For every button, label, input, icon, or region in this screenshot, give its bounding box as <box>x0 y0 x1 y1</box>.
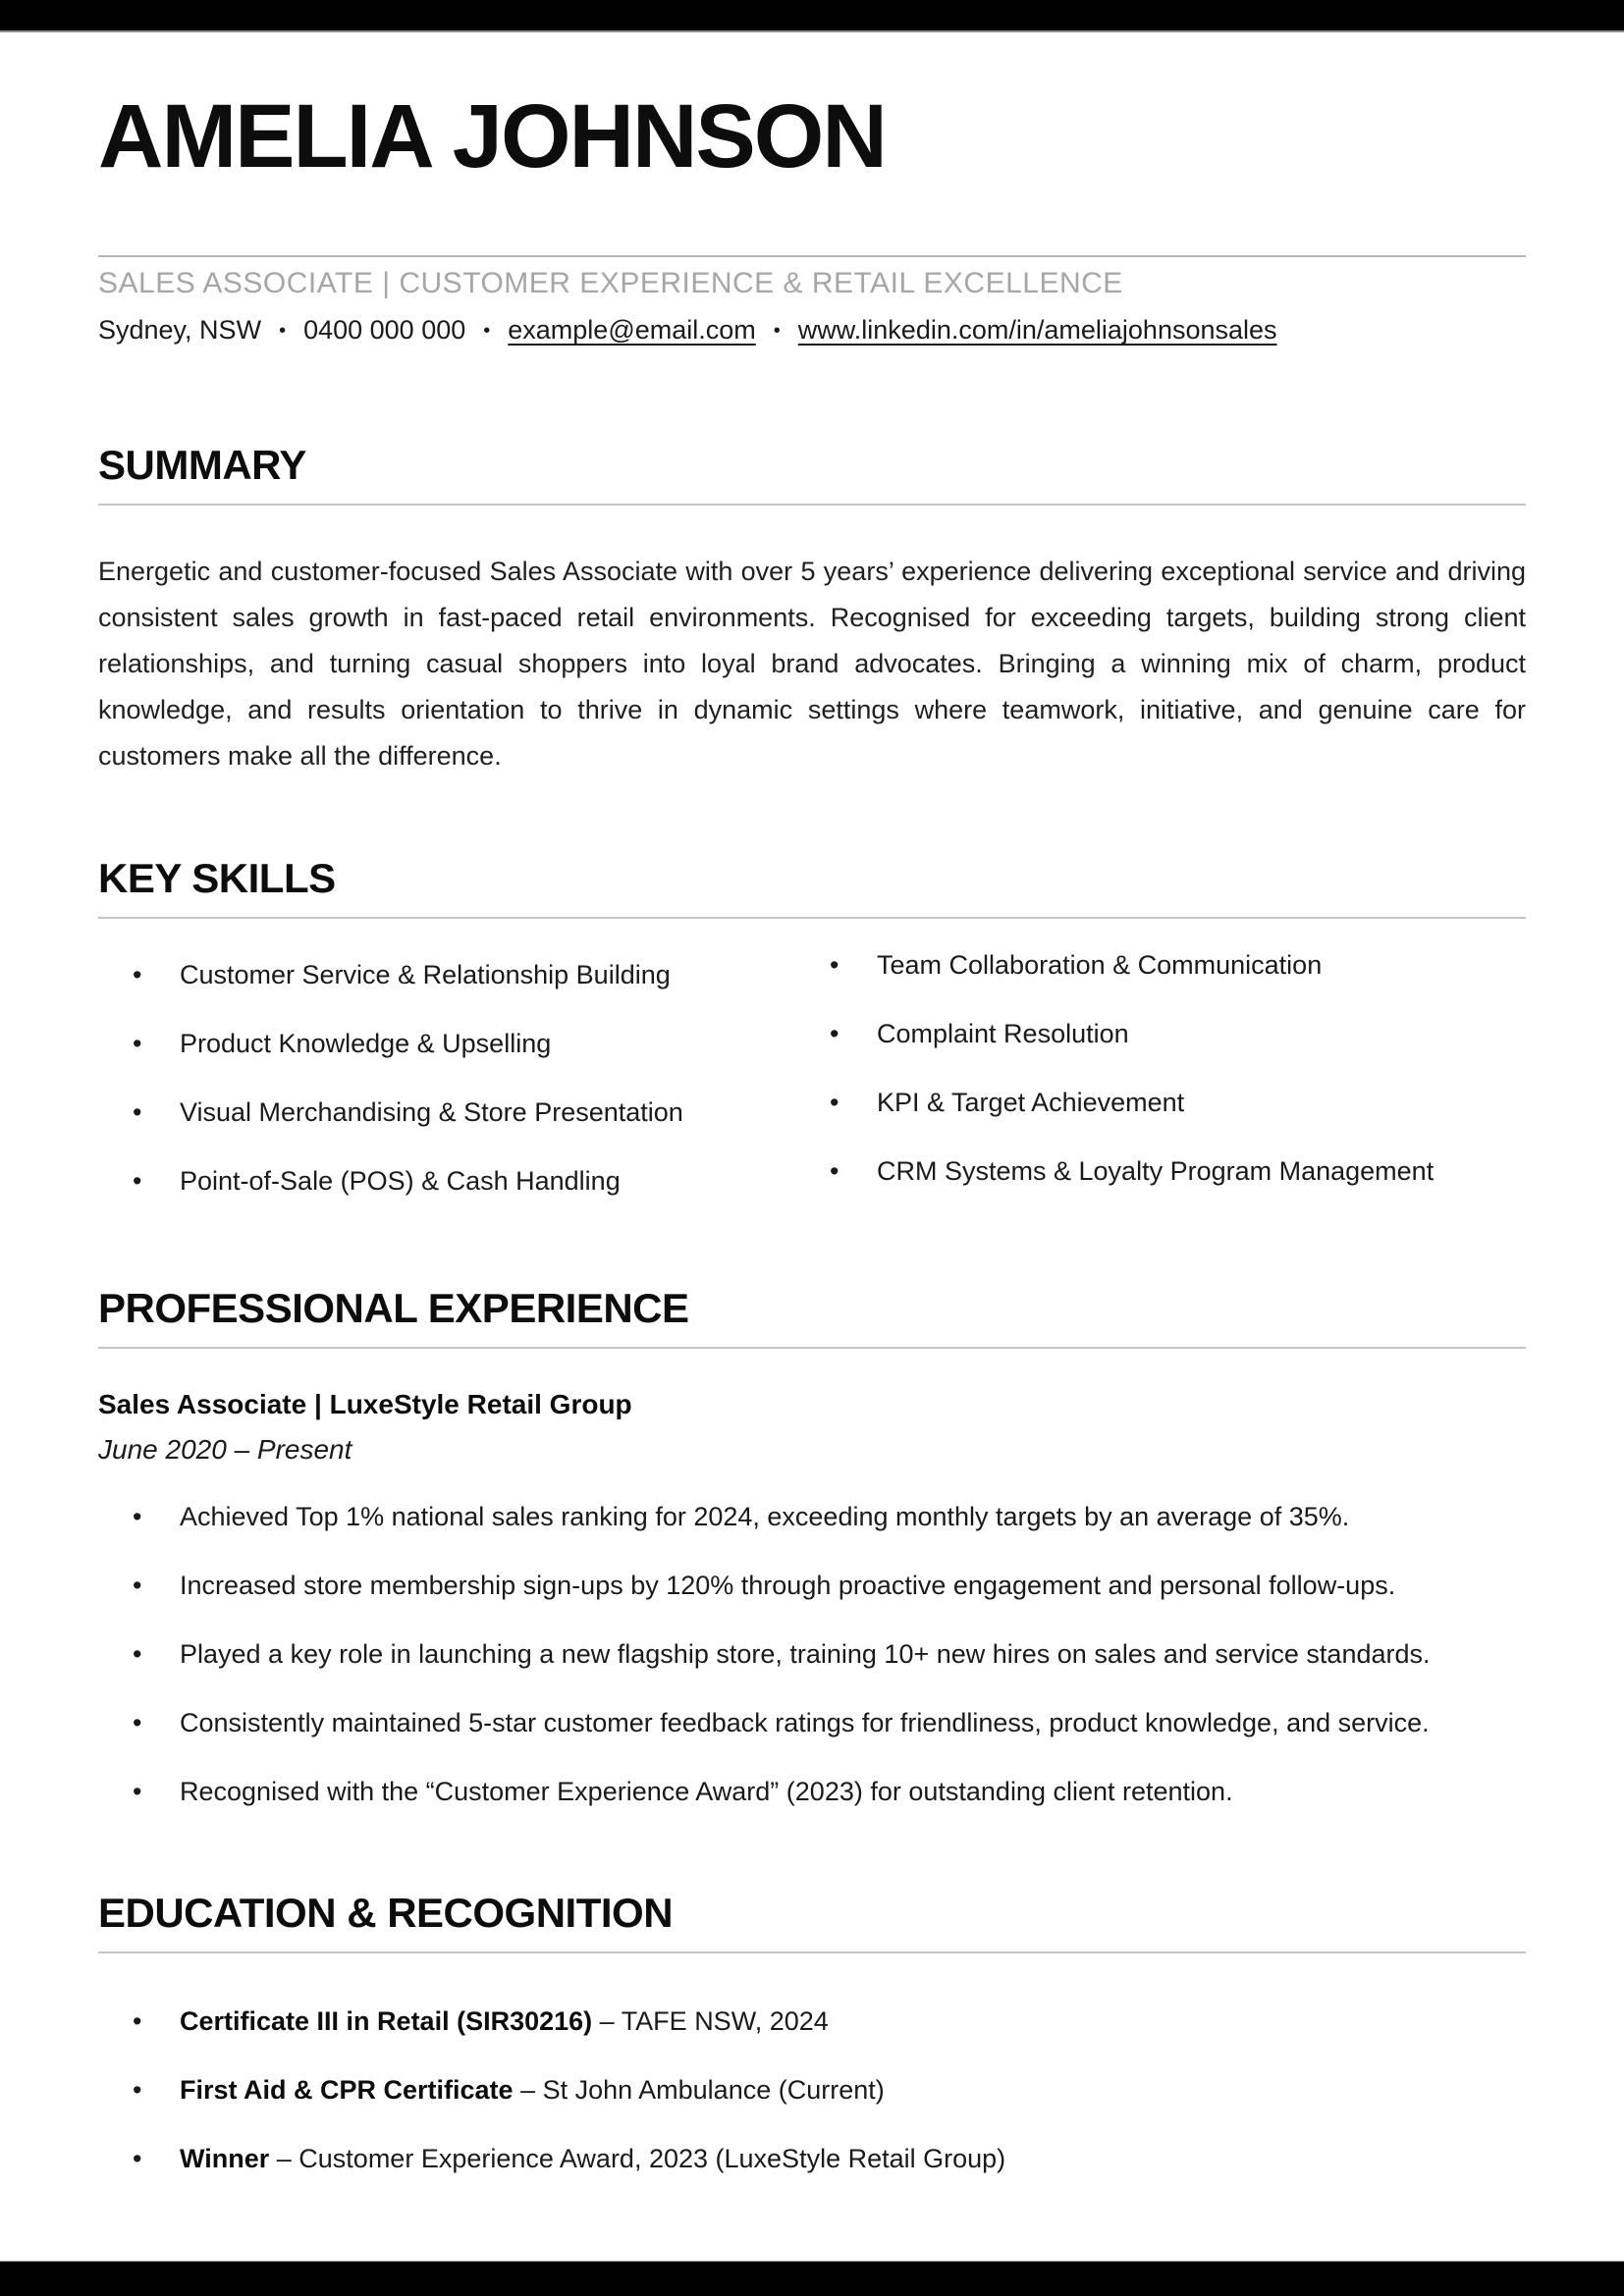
skills-column-right <box>830 948 1526 1198</box>
job-title: Sales Associate | LuxeStyle Retail Group <box>98 1389 632 1420</box>
candidate-name: AMELIA JOHNSON <box>98 86 886 187</box>
section-experience <box>98 1284 1526 1808</box>
skill-item: • Team Collaboration & Communication <box>830 948 1526 982</box>
contact-linkedin-link[interactable]: www.linkedin.com/in/ameliajohnsonsales <box>797 315 1277 346</box>
skill-item: • KPI & Target Achievement <box>830 1086 1526 1119</box>
education-item <box>133 2073 1526 2107</box>
skills-columns <box>98 950 1526 1198</box>
contact-separator: • <box>773 320 781 343</box>
experience-bullet: • Achieved Top 1% national sales ranking for 2024, exceeding monthly targets by an average of 35%. <box>133 1500 1526 1533</box>
top-decorative-bar <box>0 0 1624 32</box>
key-skills-heading: KEY SKILLS <box>98 855 336 902</box>
section-divider <box>98 504 1526 506</box>
contact-phone: 0400 000 000 <box>303 315 466 346</box>
contact-separator: • <box>279 320 287 343</box>
resume-page <box>0 87 1624 2175</box>
contact-email-link[interactable]: example@email.com <box>508 315 756 346</box>
education-heading: EDUCATION & RECOGNITION <box>98 1890 674 1937</box>
education-item <box>133 2142 1526 2175</box>
education-item-title: First Aid & CPR Certificate <box>180 2075 514 2106</box>
education-item-detail: – TAFE NSW, 2024 <box>592 2006 829 2037</box>
experience-bullet: • Consistently maintained 5-star customer feedback ratings for friendliness, product knowledge, and service. <box>133 1706 1526 1739</box>
skill-item: • Visual Merchandising & Store Presentation <box>133 1095 830 1129</box>
education-list <box>98 2004 1526 2175</box>
education-item <box>133 2004 1526 2038</box>
skill-item: • CRM Systems & Loyalty Program Management <box>830 1154 1526 1188</box>
experience-bullet-list <box>98 1500 1526 1808</box>
section-summary <box>98 441 1526 779</box>
bottom-decorative-bar <box>0 2261 1624 2296</box>
section-divider <box>98 1347 1526 1349</box>
skill-item: • Customer Service & Relationship Building <box>133 958 830 991</box>
job-dates: June 2020 – Present <box>98 1434 352 1466</box>
experience-heading: PROFESSIONAL EXPERIENCE <box>98 1285 689 1332</box>
skill-item: • Product Knowledge & Upselling <box>133 1027 830 1060</box>
section-divider <box>98 1951 1526 1953</box>
summary-paragraph: Energetic and customer-focused Sales Associate with over 5 years’ experience delivering exceptional service and driving consistent sales growth in fast-paced retail environments. Recognised for exceeding targets, building strong client relationships, and turning casual shoppers into loyal brand advocates. Bringing a winning mix of charm, product knowledge, and results orientation to thrive in dynamic settings where teamwork, initiative, and genuine care for customers make all the difference. <box>98 557 1526 772</box>
experience-bullet: • Played a key role in launching a new flagship store, training 10+ new hires on sales and service standards. <box>133 1637 1526 1671</box>
contact-separator: • <box>483 320 491 343</box>
section-education <box>98 1889 1526 2175</box>
education-item-detail: – Customer Experience Award, 2023 (LuxeStyle Retail Group) <box>269 2144 1006 2174</box>
education-item-title: Certificate III in Retail (SIR30216) <box>180 2006 593 2037</box>
skills-list-right <box>830 948 1526 1188</box>
skills-list-left <box>133 958 830 1198</box>
education-item-detail: – St John Ambulance (Current) <box>513 2075 885 2106</box>
experience-bullet: • Increased store membership sign-ups by 120% through proactive engagement and personal follow-ups. <box>133 1569 1526 1602</box>
skill-item: • Point-of-Sale (POS) & Cash Handling <box>133 1164 830 1198</box>
section-key-skills <box>98 854 1526 1198</box>
education-item-title: Winner <box>180 2144 270 2174</box>
skill-item: • Complaint Resolution <box>830 1017 1526 1050</box>
contact-line <box>98 312 1526 348</box>
summary-heading: SUMMARY <box>98 442 306 489</box>
section-divider <box>98 917 1526 919</box>
contact-location: Sydney, NSW <box>98 315 262 346</box>
experience-bullet: • Recognised with the “Customer Experience Award” (2023) for outstanding client retention. <box>133 1775 1526 1808</box>
candidate-title: SALES ASSOCIATE | CUSTOMER EXPERIENCE & RETAIL EXCELLENCE <box>98 255 1526 302</box>
skills-column-left <box>98 958 830 1198</box>
